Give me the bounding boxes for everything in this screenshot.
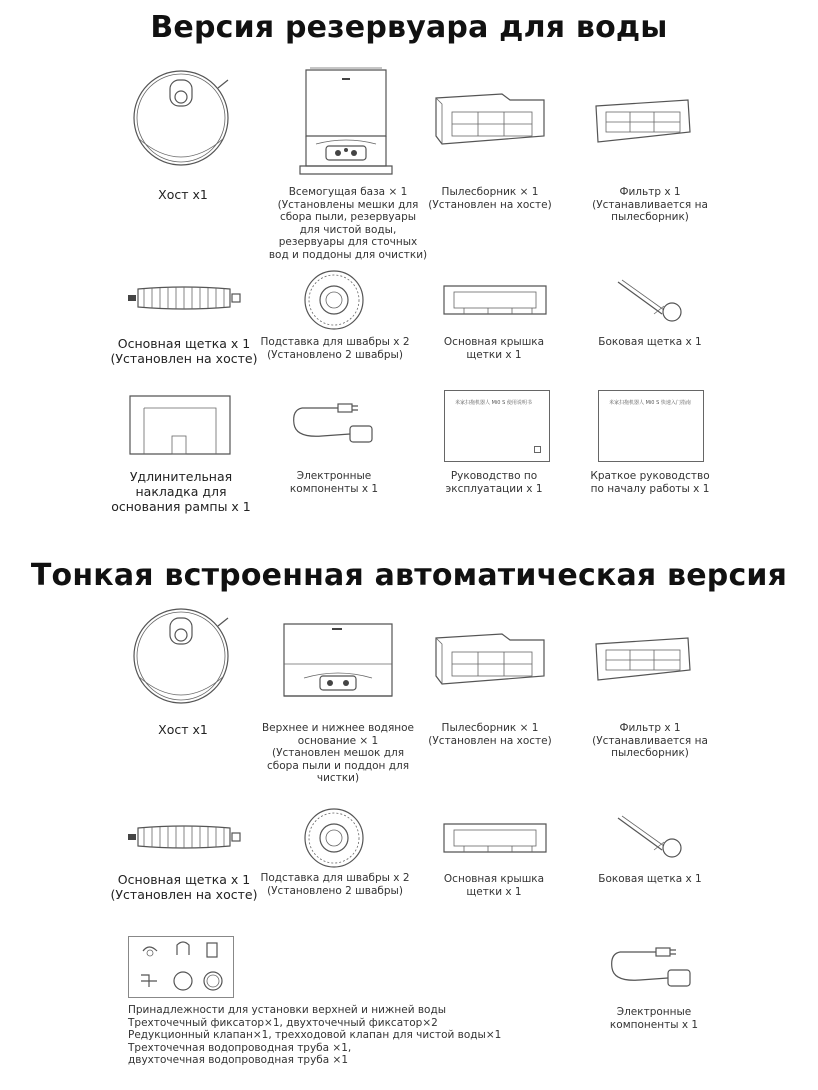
caption-line: (Установлен на хосте) [110, 887, 258, 902]
caption-line: Основная щетка x 1 [117, 336, 251, 351]
caption-line: Фильтр x 1 [619, 186, 681, 198]
dustbin-illustration-2 [432, 630, 548, 692]
caption-line: для чистой воды, [299, 223, 397, 236]
caption-line: пылесборник) [611, 211, 689, 223]
caption-line: Принадлежности для установки верхней и нижней воды [128, 1004, 447, 1016]
caption-line: компоненты x 1 [289, 482, 379, 495]
caption-line: основания рампы x 1 [111, 499, 251, 514]
caption-main-brush [104, 336, 264, 366]
filter-illustration [592, 96, 694, 148]
mi-logo-icon [534, 446, 541, 453]
caption-line: Подставка для швабры x 2 [260, 872, 410, 884]
caption-line: компоненты x 1 [609, 1018, 699, 1031]
caption-line: Хост x1 [158, 722, 208, 737]
caption-line: (Установлены мешки для [277, 198, 419, 211]
section2-title: Тонкая встроенная автоматическая версия [30, 558, 788, 593]
caption-line: Фильтр x 1 [619, 722, 681, 734]
user-manual-illustration [444, 390, 550, 462]
caption-line: вод и поддоны для очистки) [268, 248, 428, 261]
quick-guide-illustration [598, 390, 704, 462]
mop-holder-illustration [302, 268, 366, 332]
brush-cover-illustration-2 [440, 818, 550, 858]
caption-line: (Установлен на хосте) [110, 351, 258, 366]
caption-line: Электронные [616, 1006, 692, 1018]
caption-line: Руководство по [450, 470, 538, 482]
caption-line: Пылесборник × 1 [441, 722, 539, 734]
main-brush-illustration [126, 283, 242, 313]
side-brush-illustration [614, 276, 694, 326]
caption-line: (Устанавливается на [592, 198, 708, 211]
power-adapter-illustration-2 [606, 944, 698, 992]
caption-line: двухточечная водопроводная труба ×1 [128, 1054, 349, 1066]
caption-line: эксплуатации x 1 [445, 482, 543, 495]
caption-mop-holder-2 [248, 872, 422, 897]
caption-line: основание × 1 [297, 734, 379, 747]
caption-user-manual [424, 470, 564, 495]
water-base-illustration [280, 620, 396, 700]
caption-line: резервуары для сточных [278, 236, 418, 248]
power-adapter-illustration [288, 400, 380, 448]
caption-line: Боковая щетка x 1 [598, 873, 702, 885]
caption-line: по началу работы x 1 [590, 482, 710, 495]
caption-electronics-2 [584, 1006, 724, 1031]
base-station-illustration [296, 66, 396, 178]
caption-line: Основная крышка [443, 873, 545, 885]
caption-line: Краткое руководство [590, 470, 710, 482]
caption-line: (Установлен мешок для [271, 747, 405, 759]
caption-filter [580, 186, 720, 224]
caption-line: Хост x1 [158, 187, 208, 202]
caption-line: Трехточечный фиксатор×1, двухточечный фиксатор×2 [128, 1016, 438, 1029]
caption-side-brush-2 [580, 873, 720, 886]
caption-line: Верхнее и нижнее водяное [261, 722, 415, 734]
caption-dustbin-2 [420, 722, 560, 747]
caption-line: (Установлен на хосте) [428, 734, 552, 747]
caption-host [118, 187, 248, 202]
caption-quick-guide [580, 470, 720, 495]
caption-line: Удлинительная [129, 469, 233, 484]
caption-brush-cover-2 [424, 873, 564, 898]
mop-holder-illustration-2 [302, 806, 366, 870]
caption-filter-2 [580, 722, 720, 760]
caption-water-accessories [128, 1004, 508, 1067]
caption-line: Электронные [296, 470, 372, 482]
caption-electronics [264, 470, 404, 495]
caption-host-2 [118, 722, 248, 737]
caption-ramp-extension [106, 469, 256, 514]
caption-line: сбора пыли, резервуары [279, 211, 417, 223]
brush-cover-illustration [440, 280, 550, 320]
caption-line: щетки x 1 [466, 348, 522, 361]
caption-line: накладка для [135, 484, 227, 499]
caption-base-station [248, 186, 448, 261]
caption-line: Пылесборник × 1 [441, 186, 539, 198]
ramp-extension-illustration [126, 392, 234, 458]
caption-mop-holder [248, 336, 422, 361]
caption-line: Боковая щетка x 1 [598, 336, 702, 348]
caption-line: щетки x 1 [466, 885, 522, 898]
caption-brush-cover [424, 336, 564, 361]
caption-line: пылесборник) [611, 747, 689, 759]
water-accessories-illustration [128, 936, 234, 998]
caption-dustbin [420, 186, 560, 211]
robot-host-illustration-2 [128, 606, 238, 716]
caption-main-brush-2 [104, 872, 264, 902]
caption-line: Основная крышка [443, 336, 545, 348]
manual-cover-text: 米家扫拖机器人 Mi0 S 使用说明书 [455, 400, 532, 406]
caption-line: Редукционный клапан×1, трехходовой клапан для чистой воды×1 [128, 1029, 502, 1041]
caption-line: Трехточечная водопроводная труба ×1, [128, 1041, 352, 1054]
caption-line: Всемогущая база × 1 [288, 186, 408, 198]
main-brush-illustration-2 [126, 822, 242, 852]
section1-title: Версия резервуара для воды [150, 10, 668, 45]
caption-line: Основная щетка x 1 [117, 872, 251, 887]
quick-guide-cover-text: 米家扫拖机器人 Mi0 S 快速入门指南 [609, 400, 691, 406]
caption-line: (Установлено 2 швабры) [267, 884, 403, 897]
caption-water-base [248, 722, 428, 785]
caption-line: (Установлен на хосте) [428, 198, 552, 211]
caption-line: сбора пыли и поддон для [266, 759, 410, 772]
caption-line: Подставка для швабры x 2 [260, 336, 410, 348]
side-brush-illustration-2 [614, 812, 694, 862]
dustbin-illustration [432, 90, 548, 152]
robot-host-illustration [128, 68, 238, 178]
filter-illustration-2 [592, 634, 694, 686]
caption-line: (Установлено 2 швабры) [267, 348, 403, 361]
caption-line: (Устанавливается на [592, 734, 708, 747]
caption-line: чистки) [316, 772, 360, 784]
caption-side-brush [580, 336, 720, 349]
